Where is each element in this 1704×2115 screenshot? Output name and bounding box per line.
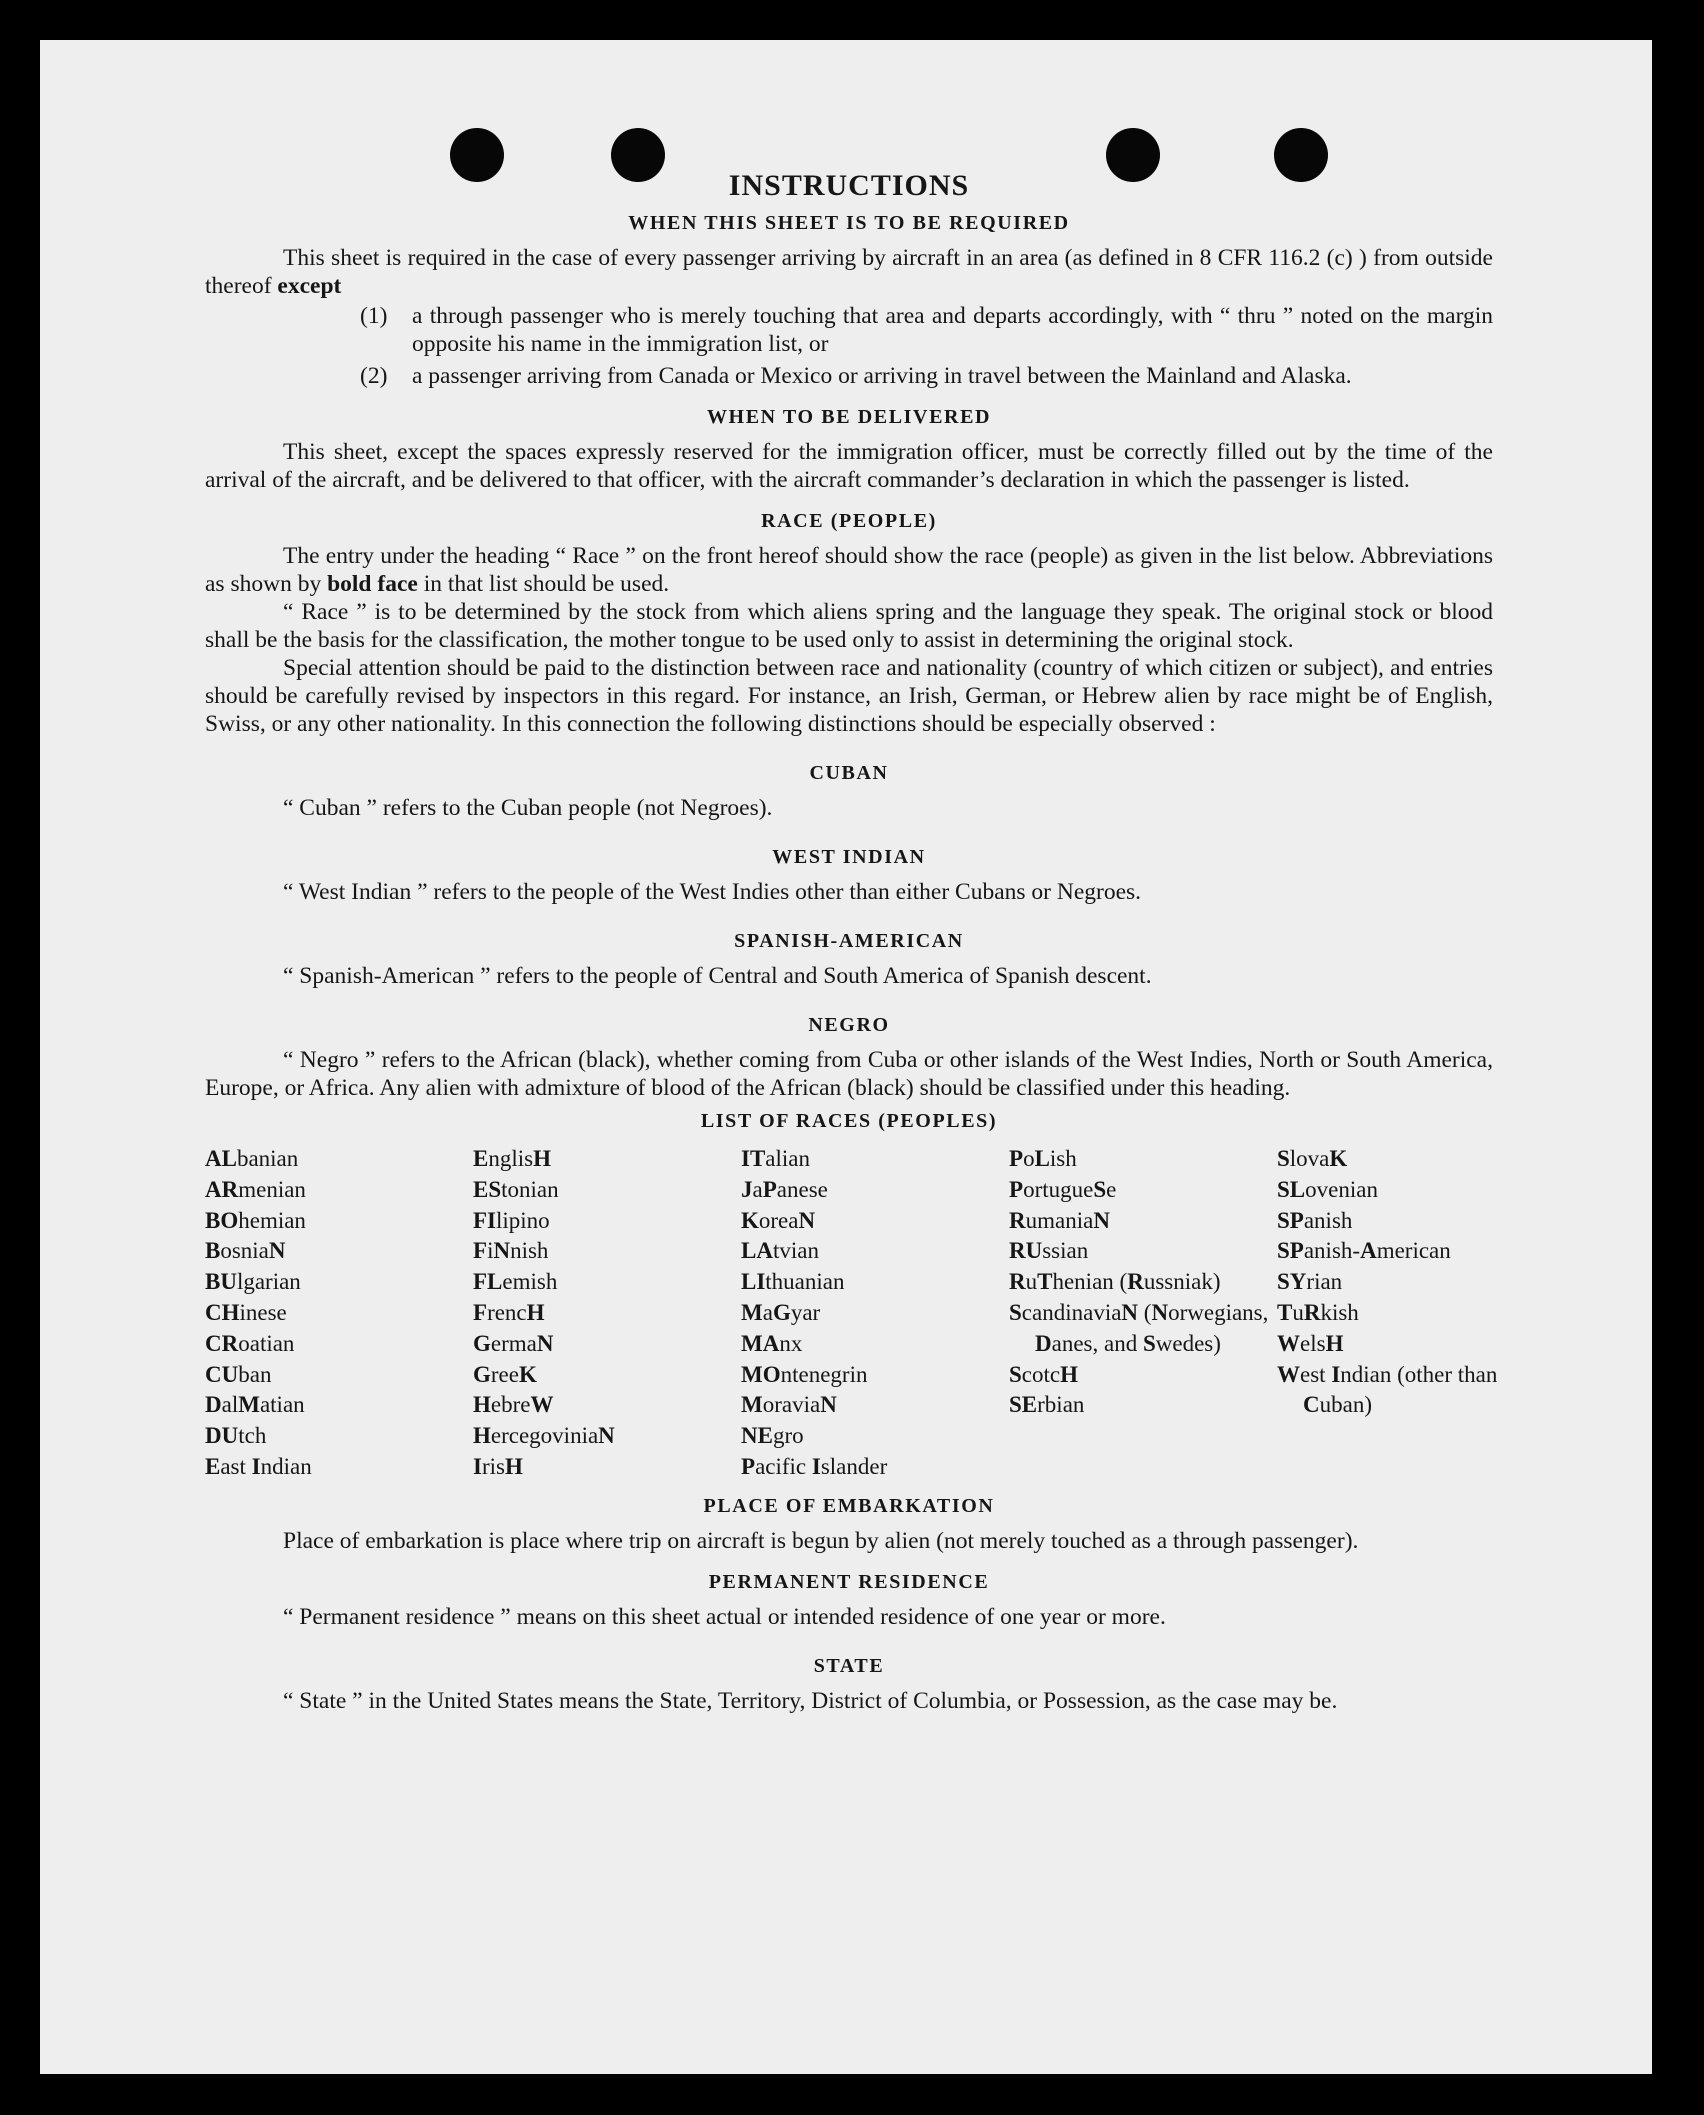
- list-item: [360, 362, 1493, 390]
- paragraph-race-nationality: Special attention should be paid to the distinction between race and nationality (country of which citizen or subject), and entries should be carefully revised by inspectors in this regard. For instance, an Irish, German, or Hebrew alien by race might be of English, Swiss, or any other nationality. In this connection the following distinctions should be especially observed :: [205, 655, 1493, 737]
- race-entry: FIlipino: [473, 1207, 550, 1233]
- heading-when-delivered: WHEN TO BE DELIVERED: [706, 406, 992, 428]
- heading-cuban: CUBAN: [809, 762, 889, 784]
- paragraph-state: “ State ” in the United States means the State, Territory, District of Columbia, or Possession, as the case may be.: [283, 1687, 1338, 1714]
- paragraph-embarkation: Place of embarkation is place where trip on aircraft is begun by alien (not merely touched as a through passenger).: [283, 1527, 1359, 1554]
- paragraph-negro: “ Negro ” refers to the African (black), whether coming from Cuba or other islands of the West Indies, North or South America, Europe, or Africa. Any alien with admixture of blood of the African (black) should be classified under this heading.: [205, 1047, 1493, 1101]
- race-entry: CHinese: [205, 1299, 287, 1325]
- race-entry: RumaniaN: [1009, 1207, 1110, 1233]
- page-title: INSTRUCTIONS: [728, 169, 970, 202]
- race-entry: DUtch: [205, 1423, 267, 1449]
- race-entry: PoLish: [1009, 1146, 1077, 1171]
- race-entry: BUlgarian: [205, 1269, 301, 1295]
- paragraph-required-text: This sheet is required in the case of every passenger arriving by aircraft in an area (as defined in 8 CFR 116.2 (c) ) from outside thereof: [205, 245, 1493, 299]
- bold-face-text: bold face: [327, 571, 418, 597]
- races-column: [473, 1144, 741, 1483]
- race-entry: EnglisH: [473, 1146, 551, 1171]
- paragraph-race-definition: “ Race ” is to be determined by the stock from which aliens spring and the language they speak. The original stock or blood shall be the basis for the classification, the mother tongue to be used only to assist in determining the original stock.: [205, 599, 1493, 653]
- list-item: [360, 302, 1493, 358]
- instructions-content: [205, 168, 1498, 1715]
- race-entry: MOntenegrin: [741, 1361, 868, 1387]
- race-entry: SYrian: [1277, 1269, 1343, 1295]
- paragraph-race-entry: [205, 542, 1493, 598]
- race-entry: BOhemian: [205, 1207, 306, 1233]
- heading-race: RACE (PEOPLE): [761, 510, 937, 532]
- race-entry: SPanish: [1277, 1207, 1353, 1233]
- heading-spanish-american: SPANISH-AMERICAN: [734, 930, 964, 952]
- race-entry: ITalian: [741, 1146, 810, 1171]
- paragraph-delivered: This sheet, except the spaces expressly reserved for the immigration officer, must be correctly filled out by the time of the arrival of the aircraft, and be delivered to that officer, with the aircraft commander’s declaration in which the passenger is listed.: [205, 439, 1493, 493]
- race-entry: GermaN: [473, 1330, 554, 1356]
- race-entry: SlovaK: [1277, 1146, 1348, 1171]
- races-column: [1009, 1144, 1277, 1483]
- races-column: [1277, 1144, 1507, 1483]
- race-entry: ALbanian: [205, 1146, 299, 1171]
- race-entry: TuRkish: [1277, 1299, 1359, 1325]
- race-entry-text: The entry under the heading “ Race ” on the front hereof should show the race (people) as given in the list below. Abbreviations as shown by: [205, 543, 1493, 597]
- race-entry: FLemish: [473, 1269, 558, 1295]
- race-entry: DalMatian: [205, 1392, 305, 1418]
- race-entry: HercegoviniaN: [473, 1423, 615, 1449]
- race-entry: ScotcH: [1009, 1361, 1078, 1387]
- race-entry: East Indian: [205, 1453, 312, 1479]
- race-entry: ARmenian: [205, 1176, 306, 1202]
- heading-permanent-residence: PERMANENT RESIDENCE: [708, 1570, 990, 1593]
- race-entry: SLovenian: [1277, 1176, 1378, 1202]
- race-entry: SPanish-American: [1277, 1238, 1451, 1264]
- race-entry: NEgro: [741, 1423, 804, 1449]
- race-entry: West Indian (other than Cuban): [1277, 1361, 1498, 1418]
- race-entry: WelsH: [1277, 1330, 1344, 1356]
- heading-when-required: WHEN THIS SHEET IS TO BE REQUIRED: [628, 212, 1070, 234]
- race-entry: FiNnish: [473, 1238, 549, 1264]
- race-entry: JaPanese: [741, 1176, 828, 1202]
- item-text: a passenger arriving from Canada or Mexico or arriving in travel between the Mainland and Alaska.: [412, 363, 1352, 389]
- race-entry: RUssian: [1009, 1238, 1089, 1264]
- race-entry: HebreW: [473, 1392, 554, 1418]
- race-entry: EStonian: [473, 1176, 559, 1202]
- race-entry: FrencH: [473, 1299, 545, 1325]
- race-entry: CUban: [205, 1361, 272, 1387]
- race-entry: PortugueSe: [1009, 1176, 1117, 1202]
- race-entry: MAnx: [741, 1330, 803, 1356]
- heading-state: STATE: [813, 1654, 885, 1677]
- race-entry: BosniaN: [205, 1238, 286, 1264]
- races-column: [205, 1144, 473, 1483]
- paragraph-west-indian: “ West Indian ” refers to the people of the West Indies other than either Cubans or Negroes.: [283, 879, 1142, 905]
- race-entry: IrisH: [473, 1453, 523, 1479]
- race-entry: MoraviaN: [741, 1392, 837, 1418]
- except-bold: except: [277, 273, 342, 299]
- item-text: a through passenger who is merely touching that area and departs accordingly, with “ thru ” noted on the margin opposite his name in the immigration list, or: [412, 303, 1493, 357]
- item-number: (2): [360, 363, 388, 389]
- item-number: (1): [360, 303, 388, 329]
- race-entry: MaGyar: [741, 1299, 821, 1325]
- race-entry: ScandinaviaN (Norwegians, Danes, and Swedes): [1009, 1299, 1269, 1356]
- paragraph-spanish-american: “ Spanish-American ” refers to the people of Central and South America of Spanish descent.: [283, 963, 1152, 989]
- paragraph-required: [205, 244, 1493, 300]
- race-entry: GreeK: [473, 1361, 537, 1387]
- races-list: [205, 1144, 1498, 1483]
- race-entry: LIthuanian: [741, 1269, 845, 1295]
- race-entry: SErbian: [1009, 1392, 1085, 1418]
- paragraph-cuban: “ Cuban ” refers to the Cuban people (not Negroes).: [283, 795, 773, 821]
- race-entry: Pacific Islander: [741, 1453, 888, 1479]
- heading-place-of-embarkation: PLACE OF EMBARKATION: [703, 1494, 995, 1517]
- paragraph-residence: “ Permanent residence ” means on this sheet actual or intended residence of one year or more.: [283, 1603, 1166, 1630]
- race-entry: KoreaN: [741, 1207, 816, 1233]
- race-entry: CRoatian: [205, 1330, 295, 1356]
- race-entry-text-end: in that list should be used.: [423, 571, 670, 597]
- races-column: [741, 1144, 1009, 1483]
- race-entry: LAtvian: [741, 1238, 819, 1264]
- heading-negro: NEGRO: [808, 1014, 890, 1036]
- heading-west-indian: WEST INDIAN: [772, 846, 926, 868]
- heading-list-of-races: LIST OF RACES (PEOPLES): [700, 1110, 998, 1132]
- race-entry: RuThenian (Russniak): [1009, 1269, 1221, 1295]
